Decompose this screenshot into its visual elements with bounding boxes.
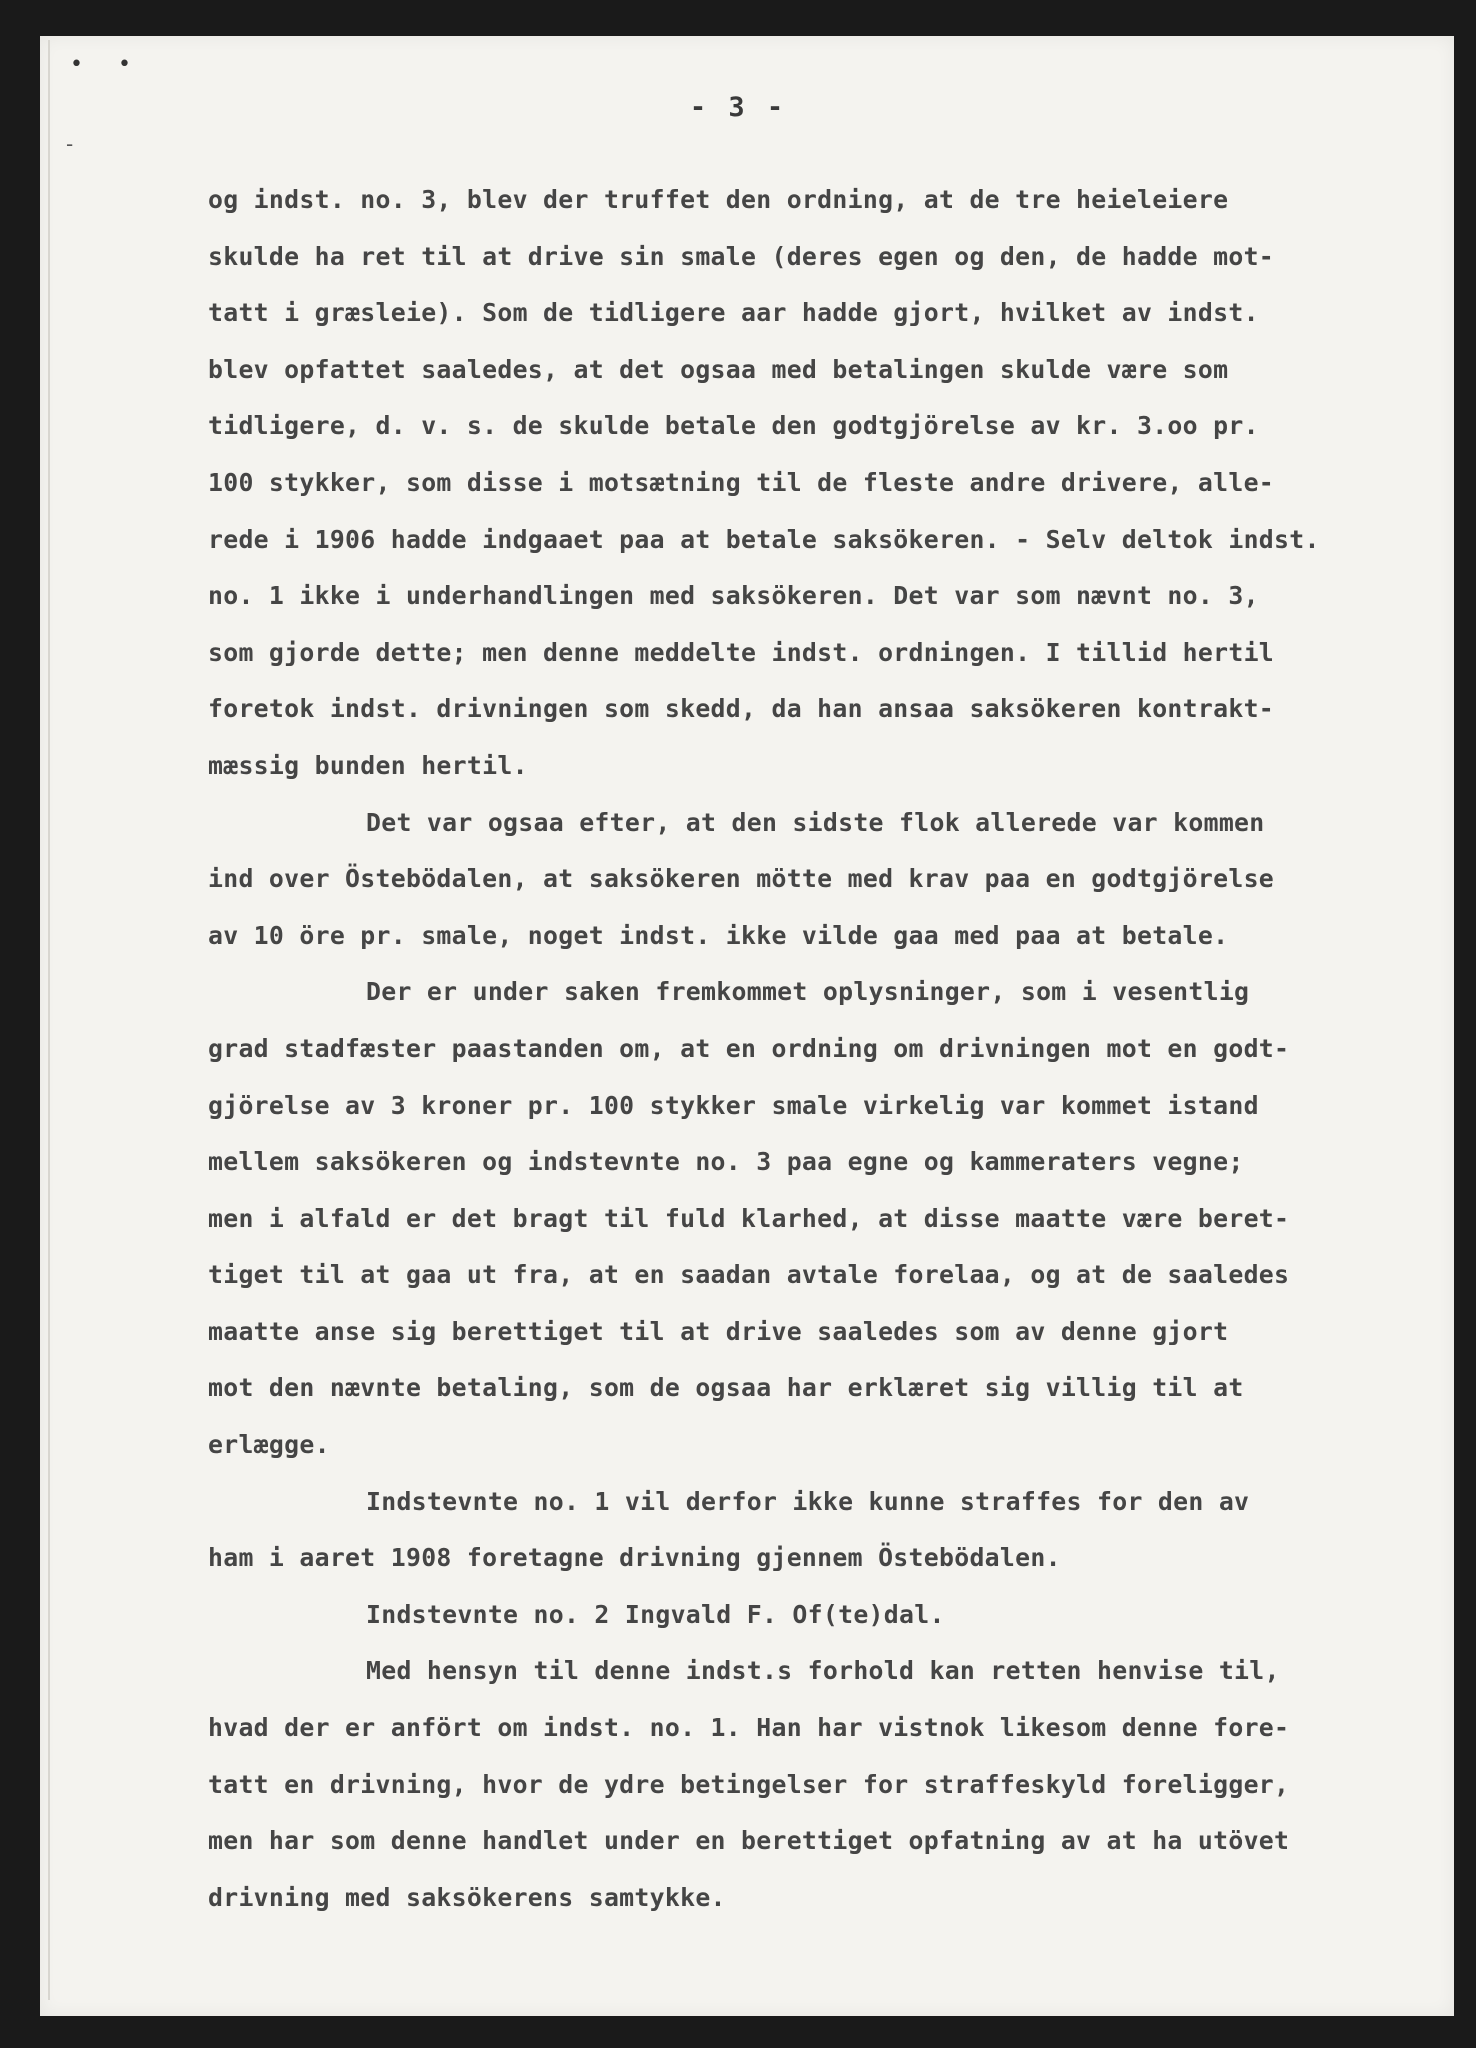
text-line: foretok indst. drivningen som skedd, da han ansaa saksökeren kontrakt- [208, 694, 1275, 724]
paragraph-start-line: Med hensyn til denne indst.s forhold kan retten henvise til, [366, 1656, 1280, 1686]
text-line: grad stadfæster paastanden om, at en ordning om drivningen mot en godt- [208, 1033, 1290, 1063]
text-line: men i alfald er det bragt til fuld klarhed, at disse maatte være beret- [208, 1203, 1290, 1233]
page-number: - 3 - [689, 92, 787, 123]
text-line: som gjorde dette; men denne meddelte indst. ordningen. I tillid hertil [208, 637, 1275, 667]
text-line: drivning med saksökerens samtykke. [208, 1882, 726, 1912]
text-line: 100 stykker, som disse i motsætning til de fleste andre drivere, alle- [208, 467, 1275, 497]
text-line: ham i aaret 1908 foretagne drivning gjennem Östebödalen. [208, 1543, 1061, 1573]
text-line: hvad der er anfört om indst. no. 1. Han har vistnok likesom denne fore- [208, 1713, 1290, 1743]
text-line: men har som denne handlet under en berettiget opfatning av at ha utövet [208, 1826, 1290, 1856]
text-line: mæssig bunden hertil. [208, 750, 528, 780]
text-line: mot den nævnte betaling, som de ogsaa har erklæret sig villig til at [208, 1373, 1244, 1403]
text-line: tatt i græsleie). Som de tidligere aar hadde gjort, hvilket av indst. [208, 298, 1259, 328]
margin-mark: - [66, 132, 74, 156]
text-line: tatt en drivning, hvor de ydre betingelser for straffeskyld foreligger, [208, 1769, 1290, 1799]
paragraph-start-line: Det var ogsaa efter, at den sidste flok allerede var kommen [366, 807, 1265, 837]
text-line: tidligere, d. v. s. de skulde betale den godtgjörelse av kr. 3.oo pr. [208, 411, 1259, 441]
text-line: erlægge. [208, 1430, 330, 1460]
text-line: maatte anse sig berettiget til at drive saaledes som av denne gjort [208, 1316, 1229, 1346]
section-heading-line: Indstevnte no. 2 Ingvald F. Of(te)dal. [366, 1599, 945, 1629]
text-line: gjörelse av 3 kroner pr. 100 stykker smale virkelig var kommet istand [208, 1090, 1259, 1120]
text-line: og indst. no. 3, blev der truffet den ordning, at de tre heieleiere [208, 185, 1229, 214]
page-edge-line [48, 40, 50, 2000]
text-line: ind over Östebödalen, at saksökeren mötte med krav paa en godtgjörelse [208, 864, 1275, 894]
text-line: blev opfattet saaledes, at det ogsaa med betalingen skulde være som [208, 354, 1229, 384]
paragraph-start-line: Der er under saken fremkommet oplysninger, som i vesentlig [366, 977, 1250, 1007]
text-line: tiget til at gaa ut fra, at en saadan avtale forelaa, og at de saaledes [208, 1260, 1290, 1290]
text-line: no. 1 ikke i underhandlingen med saksökeren. Det var som nævnt no. 3, [208, 581, 1259, 611]
text-line: rede i 1906 hadde indgaaet paa at betale saksökeren. - Selv deltok indst. [208, 524, 1320, 554]
text-line: av 10 öre pr. smale, noget indst. ikke vilde gaa med paa at betale. [208, 920, 1229, 950]
document-body [208, 172, 1448, 1926]
text-line: skulde ha ret til at drive sin smale (deres egen og den, de hadde mot- [208, 241, 1275, 271]
corner-marks: • • [70, 52, 145, 77]
paragraph-start-line: Indstevnte no. 1 vil derfor ikke kunne straffes for den av [366, 1486, 1250, 1516]
text-line: mellem saksökeren og indstevnte no. 3 paa egne og kammeraters vegne; [208, 1147, 1244, 1177]
